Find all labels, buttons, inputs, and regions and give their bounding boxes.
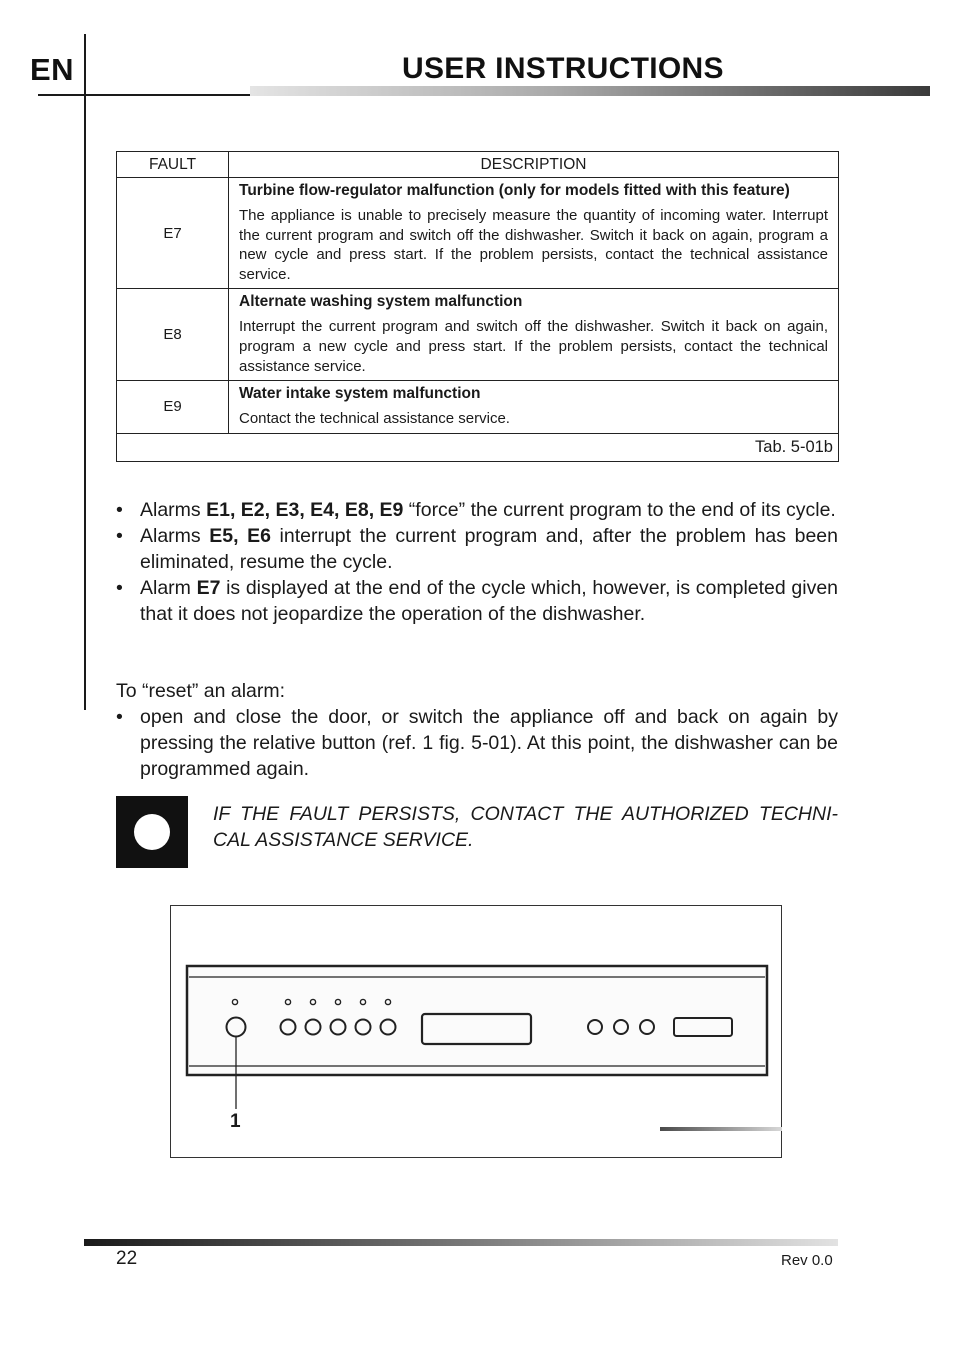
- fault-title: Turbine flow-regulator malfunction (only for models fitted with this feature): [239, 182, 790, 199]
- list-item: [116, 497, 838, 523]
- alarm-list: [116, 497, 838, 627]
- fault-code: E8: [117, 289, 229, 381]
- info-dot-icon: [116, 796, 188, 868]
- table-row: [117, 178, 839, 289]
- reset-intro: To “reset” an alarm:: [116, 680, 286, 702]
- fault-title: Water intake system malfunction: [239, 385, 481, 403]
- text: interrupt the current program and, after the problem has been eliminated, resume the cycle.: [140, 525, 838, 573]
- fault-text: Contact the technical assistance service.: [239, 410, 510, 428]
- warning-note: IF THE FAULT PERSISTS, CONTACT THE AUTHORIZED TECHNI-CAL ASSISTANCE SERVICE.: [213, 803, 838, 851]
- alarm-codes: E1, E2, E3, E4, E8, E9: [206, 499, 404, 521]
- text: Alarm: [140, 577, 197, 599]
- revision-label: Rev 0.0: [781, 1252, 833, 1269]
- page-number: 22: [116, 1248, 138, 1269]
- table-row: [117, 381, 839, 434]
- fault-title: Alternate washing system malfunction: [239, 293, 523, 311]
- table-reference: Tab. 5-01b: [117, 433, 839, 461]
- fault-description: [229, 178, 839, 289]
- column-header-description: DESCRIPTION: [229, 152, 839, 178]
- language-code: EN: [30, 52, 75, 87]
- fault-text: The appliance is unable to precisely measure the quantity of incoming water. Interrupt the current program and switch off the dishwasher. Switch it back on again, program a new cycle and press start. If the problem persists, contact the technical assistance service.: [239, 207, 828, 283]
- figure-gradient-bar: [660, 1127, 782, 1131]
- header-rule: [38, 94, 250, 96]
- column-header-fault: FAULT: [117, 152, 229, 178]
- fault-table: [116, 151, 839, 462]
- alarm-codes: E7: [196, 577, 221, 599]
- text: Alarms: [140, 525, 210, 547]
- fault-code: E9: [117, 381, 229, 434]
- alarm-codes: E5, E6: [209, 525, 271, 547]
- panel-outline: [187, 966, 767, 1075]
- text: is displayed at the end of the cycle which, however, is completed given that it does not jeopardize the operation of the dishwasher.: [140, 577, 839, 625]
- reset-list: [116, 704, 838, 782]
- list-item: • open and close the door, or switch the appliance off and back on again by pressing the relative button (ref. 1 fig. 5-01). At this point, the dishwasher can be programmed again.: [116, 704, 838, 782]
- fault-text: Interrupt the current program and switch off the dishwasher. Switch it back on again, program a new cycle and press start. If the problem persists, contact the technical assistance service.: [239, 318, 828, 375]
- fault-code: E7: [117, 178, 229, 289]
- page-title: USER INSTRUCTIONS: [402, 52, 724, 85]
- footer-gradient-bar: [84, 1239, 838, 1246]
- table-header-row: [117, 152, 839, 178]
- table-row: [117, 289, 839, 381]
- fault-description: [229, 289, 839, 381]
- figure-callout-label: 1: [230, 1111, 241, 1132]
- list-item: [116, 575, 838, 627]
- text: Alarms: [140, 499, 207, 521]
- list-item: [116, 523, 838, 575]
- fault-description: [229, 381, 839, 434]
- control-panel-drawing: [171, 906, 781, 1157]
- control-panel-figure: [170, 905, 782, 1158]
- table-caption-row: [117, 433, 839, 461]
- text: “force” the current program to the end of its cycle.: [403, 499, 836, 521]
- header-gradient-bar: [250, 86, 930, 96]
- margin-rule: [84, 34, 86, 710]
